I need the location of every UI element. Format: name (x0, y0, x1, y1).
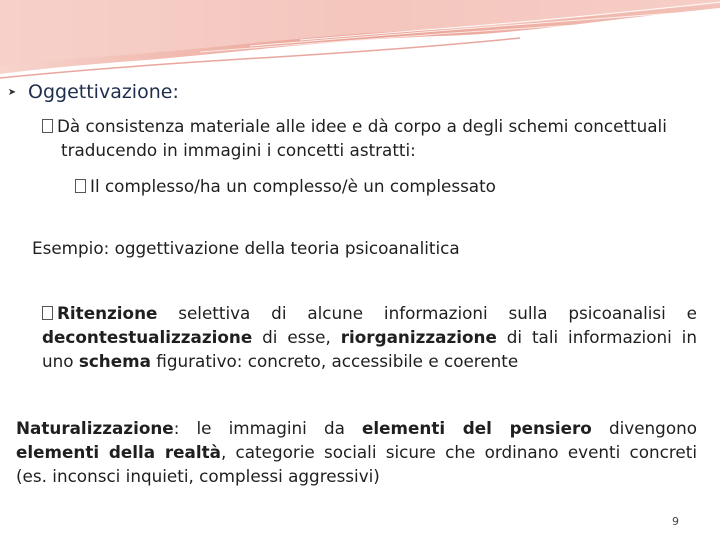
term-elementi-realta: elementi della realtà (16, 442, 221, 462)
term-ritenzione: Ritenzione (57, 303, 158, 323)
text-segment: divengono (591, 418, 698, 438)
header-wave-decoration (0, 0, 720, 90)
bullet1-line1: Dà consistenza materiale alle idee e dà corpo a degli schemi concettuali (57, 116, 667, 136)
term-decontestualizzazione: decontestualizzazione (42, 327, 253, 347)
bullet1-line2: traducendo in immagini i concetti astratti: (61, 140, 416, 160)
box-bullet-icon (75, 179, 86, 193)
text-segment: di tali informazioni in uno (42, 327, 697, 371)
text-segment: figurativo: concreto, accessibile e coerente (150, 351, 519, 371)
naturalizzazione-paragraph (16, 416, 697, 488)
example-line: Esempio: oggettivazione della teoria psicoanalitica (32, 238, 460, 258)
term-riorganizzazione: riorganizzazione (340, 327, 497, 347)
text-segment: : le immagini da (173, 418, 363, 438)
text-segment: selettiva di alcune informazioni sulla psicoanalisi e (157, 303, 697, 323)
heading-bullet (4, 81, 179, 103)
box-bullet-icon (42, 306, 53, 320)
heading-text: Oggettivazione: (28, 81, 179, 103)
bullet-consistenza (42, 114, 702, 162)
text-segment: di esse, (252, 327, 341, 347)
term-naturalizzazione: Naturalizzazione (16, 418, 174, 438)
bullet-ritenzione (42, 301, 697, 373)
box-bullet-icon (42, 119, 53, 133)
subbullet-text: Il complesso/ha un complesso/è un complessato (90, 176, 496, 196)
page-number: 9 (672, 515, 679, 528)
term-schema: schema (78, 351, 151, 371)
text-segment: , categorie sociali sicure che ordinano eventi concreti (es. inconsci inquieti, complessi aggressivi) (16, 442, 697, 486)
arrow-bullet-icon: ➤ (7, 86, 17, 98)
term-elementi-pensiero: elementi del pensiero (362, 418, 592, 438)
subbullet-complesso (75, 174, 675, 198)
